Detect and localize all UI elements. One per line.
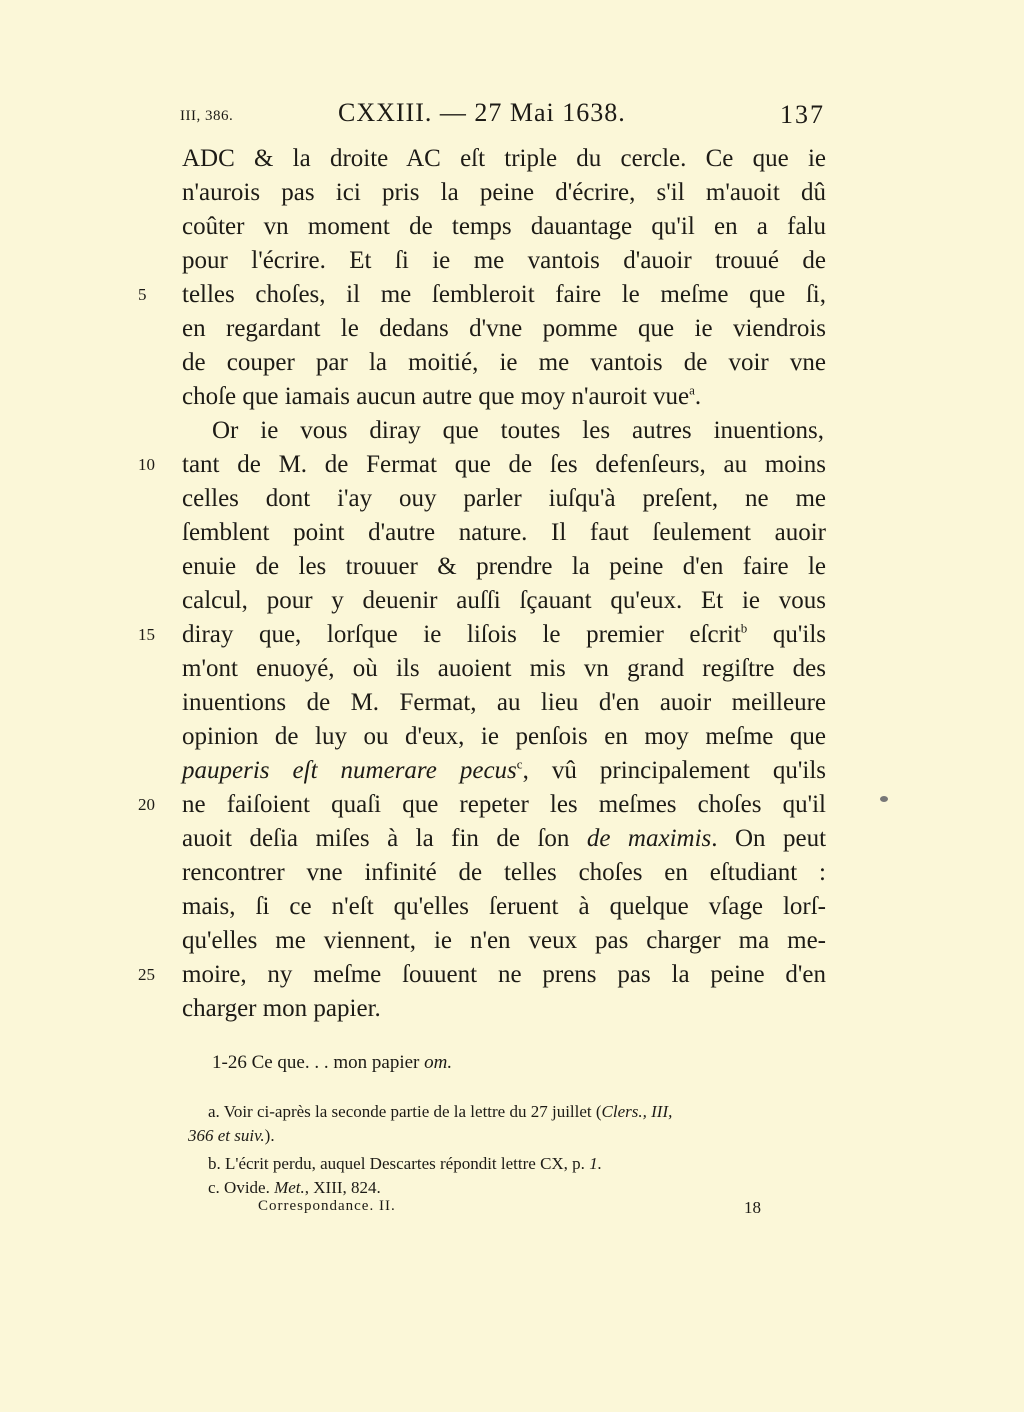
text-line: enuie de les trouuer & prendre la peine d'en faire le	[182, 553, 826, 580]
text-line: charger mon papier.	[182, 995, 381, 1022]
variant-text: 1-26 Ce que. . . mon papier	[212, 1052, 420, 1073]
letter-title: CXXIII. — 27 Mai 1638.	[338, 98, 626, 127]
footnote-mark-c: c	[516, 756, 523, 772]
work-title: de maximis	[586, 825, 712, 852]
signature-mark: Correspondance. II.	[258, 1198, 396, 1214]
text-line: ſemblent point d'autre nature. Il faut ſeulement auoir	[182, 519, 826, 546]
text-line: celles dont i'ay ouy parler iuſqu'à preſent, ne me	[182, 485, 826, 512]
footnote-text: , XIII, 824.	[304, 1178, 381, 1197]
footnote-c	[208, 1176, 381, 1200]
text-line: de couper par la moitié, ie me vantois de voir vne	[182, 349, 826, 376]
text-line	[182, 618, 826, 652]
footnote-label: b.	[208, 1154, 221, 1173]
line-number: 15	[138, 625, 155, 644]
footnote-citation: 1.	[589, 1154, 602, 1173]
page-number: 137	[780, 100, 825, 129]
volume-reference: III, 386.	[180, 108, 234, 124]
text-line: m'ont enuoyé, où ils auoient mis vn grand regiſtre des	[182, 655, 826, 682]
text-line: coûter vn moment de temps dauantage qu'il en a falu	[182, 213, 826, 240]
text-segment: auoit deſia miſes à la fin de ſon	[182, 825, 570, 852]
text-line: calcul, pour y deuenir auſſi ſçauant qu'eux. Et ie vous	[182, 587, 826, 614]
text-line: inuentions de M. Fermat, au lieu d'en auoir meilleure	[182, 689, 826, 716]
text-segment: , vû principalement qu'ils	[522, 757, 826, 784]
text-line	[182, 822, 826, 856]
footnote-text: L'écrit perdu, auquel Descartes répondit lettre CX, p.	[225, 1154, 590, 1173]
text-line: telles choſes, il me ſembleroit faire le meſme que ſi,	[182, 281, 826, 308]
footnote-label: c.	[208, 1178, 220, 1197]
text-line: ne faiſoient quaſi que repeter les meſmes choſes qu'il	[182, 791, 826, 818]
text-line: ADC & la droite AC eſt triple du cercle. Ce que ie	[182, 145, 826, 172]
text-line: opinion de luy ou d'eux, ie penſois en moy meſme que	[182, 723, 826, 750]
line-number: 25	[138, 965, 155, 984]
text-line: Or ie vous diray que toutes les autres inuentions,	[212, 417, 824, 444]
footnote-label: a.	[208, 1102, 220, 1121]
line-number: 10	[138, 455, 155, 474]
text-segment: diray que, lorſque ie liſois le premier eſcrit	[182, 621, 741, 648]
footnote-citation: Met.	[274, 1178, 305, 1197]
text-segment: choſe que iamais aucun autre que moy n'auroit vue	[182, 383, 690, 410]
running-head	[0, 98, 1024, 138]
text-line: pour l'écrire. Et ſi ie me vantois d'auoir trouué de	[182, 247, 826, 274]
ink-speck	[880, 796, 888, 802]
text-line: rencontrer vne infinité de telles choſes en eſtudiant :	[182, 859, 826, 886]
footnote-text: ).	[264, 1126, 275, 1145]
latin-quotation: pauperis eſt numerare pecus	[182, 757, 517, 784]
footnote-text: Ovide.	[224, 1178, 275, 1197]
text-line: moire, ny meſme ſouuent ne prens pas la peine d'en	[182, 961, 826, 988]
text-line	[182, 380, 826, 414]
line-number: 20	[138, 795, 155, 814]
footnote-b	[208, 1152, 602, 1176]
footnote-mark-b: b	[740, 620, 748, 636]
line-number: 5	[138, 285, 147, 304]
variant-abbr: om.	[424, 1052, 453, 1073]
text-segment: qu'ils	[747, 621, 827, 648]
footnote-citation: 366 et suiv.	[188, 1126, 265, 1145]
text-line: n'aurois pas ici pris la peine d'écrire, s'il m'auoit dû	[182, 179, 826, 206]
footnote-text: Voir ci-après la seconde partie de la lettre du 27 juillet (	[223, 1102, 602, 1121]
text-segment: . On peut	[711, 825, 827, 852]
text-line: en regardant le dedans d'vne pomme que ie viendrois	[182, 315, 826, 342]
text-line: mais, ſi ce n'eſt qu'elles ſeruent à quelque vſage lorſ-	[182, 893, 826, 920]
variant-reading	[212, 1052, 452, 1074]
footnote-citation: Clers., III,	[601, 1102, 673, 1121]
footnote-a	[208, 1100, 672, 1124]
footnote-a-continued	[188, 1124, 275, 1148]
sheet-number: 18	[744, 1198, 761, 1217]
text-segment: .	[694, 383, 702, 410]
text-line	[182, 754, 826, 788]
text-line: tant de M. de Fermat que de ſes defenſeurs, au moins	[182, 451, 826, 478]
footnote-mark-a: a	[689, 382, 695, 398]
text-line: qu'elles me viennent, ie n'en veux pas charger ma me-	[182, 927, 826, 954]
